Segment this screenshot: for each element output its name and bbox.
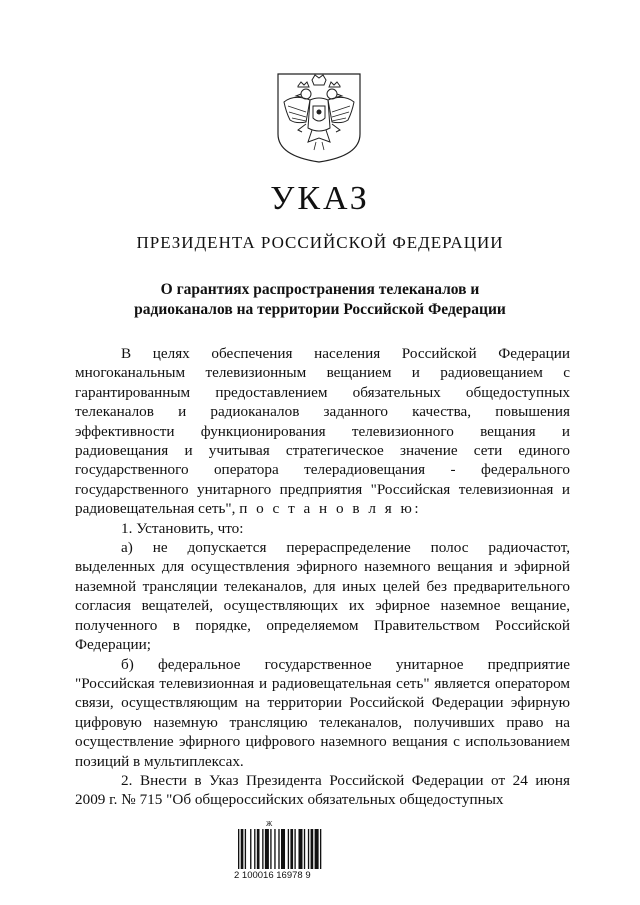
decree-heading-line-2: радиоканалов на территории Российской Федерации <box>134 301 506 318</box>
barcode-block <box>234 820 330 882</box>
item-1b: б) федеральное государственное унитарное предприятие "Российская телевизионная и радиовещательная сеть" является оператором связи, осуществляющим на территории Российской Федерации эфирную цифровую наземную трансляцию телеканалов, получивших право на осуществление эфирного цифрового наземного вещания с использованием позиций в мультиплексах. <box>75 655 570 770</box>
item-2: 2. Внести в Указ Президента Российской Федерации от 24 июня 2009 г. № 715 "Об общероссийских обязательных общедоступных <box>75 771 570 809</box>
barcode-icon <box>238 829 324 869</box>
item-1: 1. Установить, что: <box>121 519 244 537</box>
decree-word: п о с т а н о в л я ю: <box>239 500 422 518</box>
decree-heading-line-1: О гарантиях распространения телеканалов и <box>160 281 480 298</box>
intro-paragraph <box>75 344 570 519</box>
coat-of-arms-icon <box>276 72 362 164</box>
barcode-mark: Ж <box>266 820 273 828</box>
document-subtitle: ПРЕЗИДЕНТА РОССИЙСКОЙ ФЕДЕРАЦИИ <box>136 233 504 252</box>
document-title: УКАЗ <box>270 180 370 217</box>
decree-heading <box>100 280 540 320</box>
decree-body <box>75 344 570 810</box>
item-1a: а) не допускается перераспределение полос радиочастот, выделенных для осуществления эфирного наземного вещания и эфирной наземной трансляции телеканалов, для иных целей без предварительного согласия вещателей, осуществляющих их эфирное наземное вещание, полученного в порядке, определяемом Правительством Российской Федерации; <box>75 539 570 654</box>
intro-text: В целях обеспечения населения Российской Федерации многоканальным телевизионным вещанием и радиовещанием с гарантированным предоставлением обязательных общедоступных телеканалов и радиоканалов заданного качества, повышения эффективности функционирования телевизионного вещания и радиовещания и учитывая стратегическое значение сети единого государственного оператора телерадиовещания - федерального государственного унитарного предприятия "Российская телевизионная и радиовещательная сеть", <box>75 345 570 518</box>
barcode-number: 2 100016 16978 9 <box>234 870 311 881</box>
